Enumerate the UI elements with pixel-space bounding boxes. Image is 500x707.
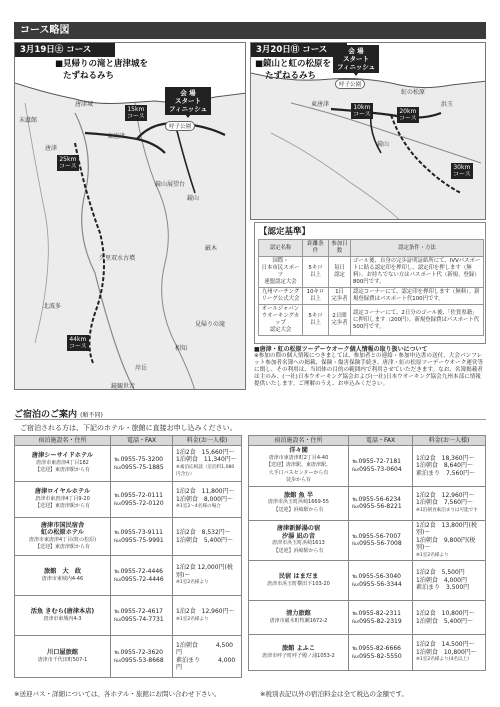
hotel-title: ご宿泊のご案内 — [14, 410, 78, 420]
hotel-fee-note: ※1室2名様より(4名以上) — [416, 657, 469, 663]
footer-note-right: ※税別表記以外の宿泊料金は全て税込の金額です。 — [260, 690, 408, 698]
hotel-address: 唐津市厳木町牧瀬1672-2 — [269, 617, 328, 624]
table-row — [259, 288, 484, 305]
certification-title: 【認定基準】 — [259, 227, 311, 237]
table-row — [15, 596, 242, 636]
hotel-name: 唐津ロイヤルホテル — [34, 488, 91, 496]
hotel-fee: 1泊2食 11,800円〜 — [176, 488, 235, 496]
day2-20km-tag: 20km コース — [399, 108, 417, 122]
footer-note-left: ※送迎バス・詳細については、各ホテル・旅館にお問い合わせ下さい。 — [14, 690, 221, 698]
hotel-pickup: 【送迎】浜崎駅から有 — [273, 506, 324, 513]
day2-place: 虹の松原 — [401, 89, 426, 96]
hotel-fax: ℻0955-72-0120 — [114, 499, 164, 507]
day1-map-graphic — [15, 43, 246, 390]
cert-header: 認定名称 — [259, 240, 303, 257]
day1-place: 唐津 — [45, 145, 58, 152]
hotel-fax: ℻0955-74-7731 — [114, 615, 164, 623]
hotel-header: 料金(お一人様) — [173, 436, 242, 446]
hotel-fee: 1泊朝食 8,000円〜 — [176, 495, 233, 503]
hotel-contact-cell — [111, 446, 173, 482]
hotel-fee: 1泊朝食 7,560円〜 — [416, 499, 473, 507]
hotel-fee-cell — [173, 556, 242, 596]
day1-place: 東唐津 — [107, 133, 126, 140]
hotel-tel: ℡0955-72-4446 — [114, 568, 163, 575]
hotel-contact-cell — [111, 518, 173, 556]
hotel-fee: 1泊朝食 4,500円 — [176, 641, 233, 656]
hotel-name: 旅館 よふこ — [281, 645, 316, 652]
hotel-tel: ℡0955-72-7181 — [352, 458, 401, 466]
day2-subtitle-2: たずねるみち — [265, 71, 317, 81]
hotel-contact-cell — [349, 446, 413, 487]
day1-place: 鏡観世音 — [111, 383, 136, 390]
cert-distance: 5キロ 以上 — [303, 257, 329, 288]
hotel-tel: ℡0955-56-6234 — [352, 495, 401, 503]
hotel-fee-cell — [173, 596, 242, 636]
hotel-name: 唐津新鮮湯の宿 汐湯 凪の音 — [276, 525, 321, 540]
hotel-address: 唐津市東唐津4丁目(虹の松原) — [28, 536, 97, 543]
hotel-name-cell — [249, 520, 349, 561]
hotel-fee: 1泊朝食 10,800円〜 — [416, 648, 477, 656]
day1-44km-tag: 44km コース — [69, 336, 87, 350]
day1-25km-tag: 25km コース — [59, 156, 77, 170]
cert-days: 1日 完歩者 — [329, 288, 351, 305]
table-row — [15, 446, 242, 482]
hotel-fee-cell — [173, 636, 242, 678]
table-row — [249, 486, 486, 520]
day1-place: 北波多 — [43, 303, 62, 310]
day2-10km-tag: 10km コース — [353, 104, 371, 118]
hotel-fax: ℻0955-82-2319 — [352, 617, 402, 625]
hotel-contact-cell — [111, 596, 173, 636]
cert-header: 認定条件・方法 — [351, 240, 484, 257]
hotel-name: 旅館 大 政 — [43, 568, 82, 575]
hotel-contact-cell — [111, 482, 173, 518]
certification-box — [254, 222, 486, 344]
table-row — [15, 556, 242, 596]
table-row — [15, 636, 242, 678]
hotel-pickup: 【送迎】東唐津駅から有 — [34, 544, 90, 550]
hotel-address: 唐津市東唐津4丁目182 — [36, 459, 89, 466]
cert-method: 認定コーナーにて、認定印を押印します（無料）。新規登録費はパスポート代100円です。 — [351, 288, 484, 305]
privacy-notes-title: ■唐津・虹の松原ツーデーウオーク個人情報の取り扱いについて — [254, 346, 428, 353]
day2-date-title: 3月20日㊐ コース — [251, 43, 347, 57]
hotel-fee: 1泊2食 15,660円〜 — [176, 448, 235, 456]
hotel-fax: ℻0955-75-1885 — [114, 463, 164, 471]
hotel-fee-note: ※1室2名様より — [416, 552, 449, 558]
hotel-contact-cell — [111, 556, 173, 596]
cert-distance: 5キロ 以上 — [303, 305, 329, 336]
hotel-name-cell — [15, 518, 111, 556]
hotel-pickup: 【送迎】唐津駅、東唐津駅、 大手口バスセンターから有 徒歩から有 — [265, 462, 331, 483]
hotel-fee: 1泊2食 18,360円〜 — [416, 454, 475, 462]
hotel-name-cell — [15, 556, 111, 596]
hotel-pickup: 【送迎】浜崎駅から有 — [273, 547, 324, 554]
day1-venue-tag — [165, 87, 211, 115]
hotel-pickup: 【送迎】東唐津駅から有 — [34, 503, 90, 510]
hotel-section-title — [14, 407, 486, 420]
cert-header: 参加日数 — [329, 240, 351, 257]
cert-name: 九州マーチング リーグ公式大会 — [259, 288, 303, 305]
hotel-fee: 1泊朝食 5,400円〜 — [176, 536, 233, 544]
day2-finish-label: フィニッシュ — [337, 63, 376, 71]
hotel-fee: 1泊朝食 11,340円〜 — [176, 456, 237, 463]
hotel-name: 民宿 はまだま — [278, 573, 319, 580]
day2-place: 鏡山 — [377, 141, 390, 148]
hotel-name: 旅館 魚 半 — [283, 491, 314, 499]
hotel-name: 唐津市国民宿舎 虹の松原ホテル — [40, 521, 85, 536]
hotel-fee: 1泊2食 12,960円〜 — [176, 608, 235, 615]
day1-place: 唐津城 — [75, 101, 94, 108]
hotel-contact-cell — [349, 520, 413, 561]
hotel-name: 活魚 きむら(唐津本店) — [30, 608, 95, 615]
day2-venue-place: 呼子公園 — [335, 79, 365, 89]
hotel-fax: ℻0955-56-8221 — [352, 503, 402, 510]
certification-table — [258, 239, 484, 336]
hotel-name-cell — [15, 446, 111, 482]
day1-subtitle-1: ■見帰りの滝と唐津城を — [55, 59, 149, 69]
hotel-fee-note: ※1室2〜4名様の場合 — [176, 504, 221, 510]
hotel-tel: ℡0955-72-4617 — [114, 608, 163, 615]
cert-method: 認定コーナーにて、2日分のゴール後、「佐賀県籍」に押印します（200円）。新規登録費はパスポート代500円です。 — [351, 305, 484, 336]
hotel-fee-cell — [413, 520, 486, 561]
hotel-fax: ℻0955-75-9991 — [114, 536, 164, 544]
day1-finish-label: フィニッシュ — [169, 105, 208, 113]
hotel-fee-note: ※素泊応相談（室泊料1,080円含む） — [176, 464, 235, 477]
privacy-notes-body: ※参加の際の個人情報につきましては、参加者との連絡・参加申込書の送付、大会パンフレット参加者名簿への掲載、保険・傷害保険手続き、唐津・虹の松原ツーデーウオーク運営等に関し、その利用は、当団体の目的の範囲内で利用させていただきます。なお、名簿掲載者は主のみ、(一社)日本ウオーキング協会および(一社)日本ウオーキング協会九州本部に情報提供いたします。ご理解のうえ、お申込みください。 — [254, 353, 484, 387]
hotel-fee: 1泊朝食 4,000円 素泊まり 3,500円 — [416, 576, 470, 592]
hotel-header: 宿泊施設名・住所 — [249, 436, 349, 446]
cert-days: 毎日 認定 — [329, 257, 351, 288]
hotel-name: 清力旅館 — [286, 610, 311, 617]
course-section-title: コース略図 — [14, 22, 486, 39]
hotel-fee: 1泊2食 14,500円〜 — [416, 641, 475, 649]
table-row — [259, 257, 484, 288]
hotel-tel: ℡0955-82-6666 — [352, 645, 401, 652]
day2-place: 浜玉 — [441, 101, 454, 108]
hotel-address: 唐津市東城内4-46 — [41, 575, 84, 582]
hotel-contact-cell — [111, 636, 173, 678]
hotel-fax: ℻0955-53-8668 — [114, 656, 164, 664]
hotel-address: 唐津市東城内4-3 — [43, 615, 82, 622]
day1-place: 厳木 — [205, 245, 218, 252]
hotel-name: 洋々閣 — [289, 447, 308, 454]
cert-distance: 10キロ 以上 — [303, 288, 329, 305]
hotel-header: 宿泊施設名・住所 — [15, 436, 111, 446]
day1-date-title: 3月19日㊏ コース — [15, 43, 115, 57]
table-row — [249, 601, 486, 635]
day2-place: 東唐津 — [311, 101, 330, 108]
day2-subtitle-1: ■鏡山と虹の松原を — [255, 59, 332, 69]
day1-place: 岸岳 — [135, 365, 148, 372]
hotel-fax: ℻0955-82-5550 — [352, 652, 402, 660]
cert-header: 距離条件 — [303, 240, 329, 257]
day1-course-map — [14, 42, 246, 390]
hotel-header: 料金(お一人様) — [413, 436, 486, 446]
hotel-fee-cell — [173, 518, 242, 556]
hotel-fee-cell — [413, 486, 486, 520]
hotel-address: 唐津市千代田町507-1 — [37, 656, 88, 663]
hotel-name-cell — [249, 601, 349, 635]
hotel-name-cell — [249, 446, 349, 487]
hotel-footer — [14, 689, 486, 698]
hotel-tel: ℡0955-73-9111 — [114, 529, 163, 536]
table-row — [259, 305, 484, 336]
hotel-title-note: (順不同) — [80, 412, 103, 419]
hotel-fax: ℻0955-56-3344 — [352, 580, 402, 588]
hotel-name-cell — [249, 486, 349, 520]
hotel-header: 電話・FAX — [349, 436, 413, 446]
day1-start-label: スタート — [175, 97, 202, 105]
day2-30km-tag: 30km コース — [453, 164, 471, 178]
hotel-contact-cell — [349, 601, 413, 635]
hotel-fee: 1泊2食 12,000円(税別)〜 — [176, 564, 233, 579]
hotel-fee: 1泊2食 13,800円(税別)〜 — [416, 521, 477, 536]
cert-days: 2日間 完歩者 — [329, 305, 351, 336]
table-row — [249, 635, 486, 671]
hotel-name: 唐津シーサイドホテル — [31, 452, 94, 460]
hotel-table-left — [14, 435, 242, 678]
hotel-tel: ℡0955-75-3200 — [114, 456, 163, 463]
hotel-fee: 1泊朝食 9,800円(税別)〜 — [416, 536, 476, 551]
hotel-tel: ℡0955-82-2311 — [352, 610, 401, 617]
hotel-fee-note: ※1室2名様より — [176, 580, 209, 586]
table-row — [15, 518, 242, 556]
hotel-name-cell — [15, 636, 111, 678]
table-row — [249, 446, 486, 487]
day1-subtitle-2: たずねるみち — [63, 71, 115, 81]
day2-venue-tag — [333, 45, 379, 73]
day1-place: 末盧館 — [19, 117, 38, 124]
table-row — [249, 561, 486, 601]
table-row — [249, 520, 486, 561]
hotel-fee-cell — [413, 446, 486, 487]
hotel-address: 唐津市東唐津4丁目9-20 — [35, 495, 90, 502]
day1-place: 見帰りの滝 — [195, 321, 226, 328]
hotel-fee-cell — [413, 561, 486, 601]
hotel-tel: ℡0955-72-3620 — [114, 649, 163, 656]
table-row — [15, 482, 242, 518]
hotel-fax: ℻0955-73-0604 — [352, 465, 402, 473]
hotel-address: 唐津市東唐津町2丁目4-40 — [268, 454, 329, 461]
privacy-notes — [254, 346, 486, 388]
hotel-fee-cell — [173, 482, 242, 518]
day1-venue-label: 会 場 — [180, 89, 196, 97]
hotel-table-right — [248, 435, 486, 671]
hotel-header: 電話・FAX — [111, 436, 173, 446]
day2-start-label: スタート — [343, 55, 370, 63]
hotel-name-cell — [249, 635, 349, 671]
day1-15km-tag: 15km コース — [127, 106, 145, 120]
hotel-intro: ご宿泊される方は、下記のホテル・旅館に直接お申し込みください。 — [20, 424, 237, 432]
hotel-contact-cell — [349, 486, 413, 520]
hotel-name-cell — [249, 561, 349, 601]
cert-name: オールジャパン ウオーキングカップ 認定大会 — [259, 305, 303, 336]
hotel-tel: ℡0955-72-0111 — [114, 492, 163, 499]
day1-venue-place: 呼子公園 — [165, 121, 195, 131]
hotel-fee-cell — [173, 446, 242, 482]
hotel-fee: 1泊朝食 8,640円〜 素泊まり 7,560円〜 — [416, 462, 476, 477]
hotel-fax: ℻0955-72-4446 — [114, 575, 164, 583]
hotel-address: 唐津市浜玉町浜崎1613 — [272, 540, 325, 547]
hotel-fee: 素泊まり 4,000円 — [176, 656, 236, 671]
cert-name: 国際・ 日本市民スポーツ 連盟認定大会 — [259, 257, 303, 288]
hotel-fee: 1泊2食 5,500円 — [416, 569, 465, 577]
hotel-fee: 1泊2食 10,800円〜 — [416, 610, 475, 617]
hotel-contact-cell — [349, 635, 413, 671]
hotel-fee: 1泊朝食 5,400円〜 — [416, 617, 473, 625]
hotel-fax: ℻0955-56-7008 — [352, 540, 402, 548]
day2-venue-label: 会 場 — [348, 47, 364, 55]
hotel-fee-note: ※1室2名様より — [176, 616, 209, 622]
cert-method: ゴール後、自身の完歩証明証紙所にて、IVVパスポートに貼る認定印を押印し、認定印を押します（無料）。お持ちでない方はパスポート代（新規、登録）800円です。 — [351, 257, 484, 288]
day2-course-map — [250, 42, 486, 220]
hotel-fee-note: ※1泊朝食素泊まりは可能です — [416, 507, 478, 513]
hotel-name: 川口屋旅館 — [47, 649, 78, 656]
hotel-tel: ℡0955-56-7007 — [352, 532, 401, 540]
hotel-tel: ℡0955-56-3040 — [352, 573, 401, 580]
day1-place: 鏡山 — [187, 195, 200, 202]
hotel-pickup: 【送迎】東唐津駅から有 — [34, 467, 90, 474]
hotel-address: 唐津市浜玉町横田下103-20 — [267, 580, 330, 587]
hotel-fee: 1泊2食 12,960円〜 — [416, 491, 475, 499]
hotel-address: 唐津市呼子町呼子殿ノ浦1053-2 — [262, 652, 335, 659]
hotel-fee-cell — [413, 635, 486, 671]
hotel-fee: 1泊2食 8,532円〜 — [176, 529, 231, 536]
day1-place: 相知 — [175, 345, 188, 352]
day1-place: 久里双水古墳 — [99, 255, 136, 262]
hotel-address: 唐津市浜玉町浜崎1669-55 — [268, 499, 329, 506]
hotel-name-cell — [15, 482, 111, 518]
hotel-name-cell — [15, 596, 111, 636]
day1-place: 鏡山展望台 — [155, 181, 186, 188]
hotel-contact-cell — [349, 561, 413, 601]
hotel-fee-cell — [413, 601, 486, 635]
